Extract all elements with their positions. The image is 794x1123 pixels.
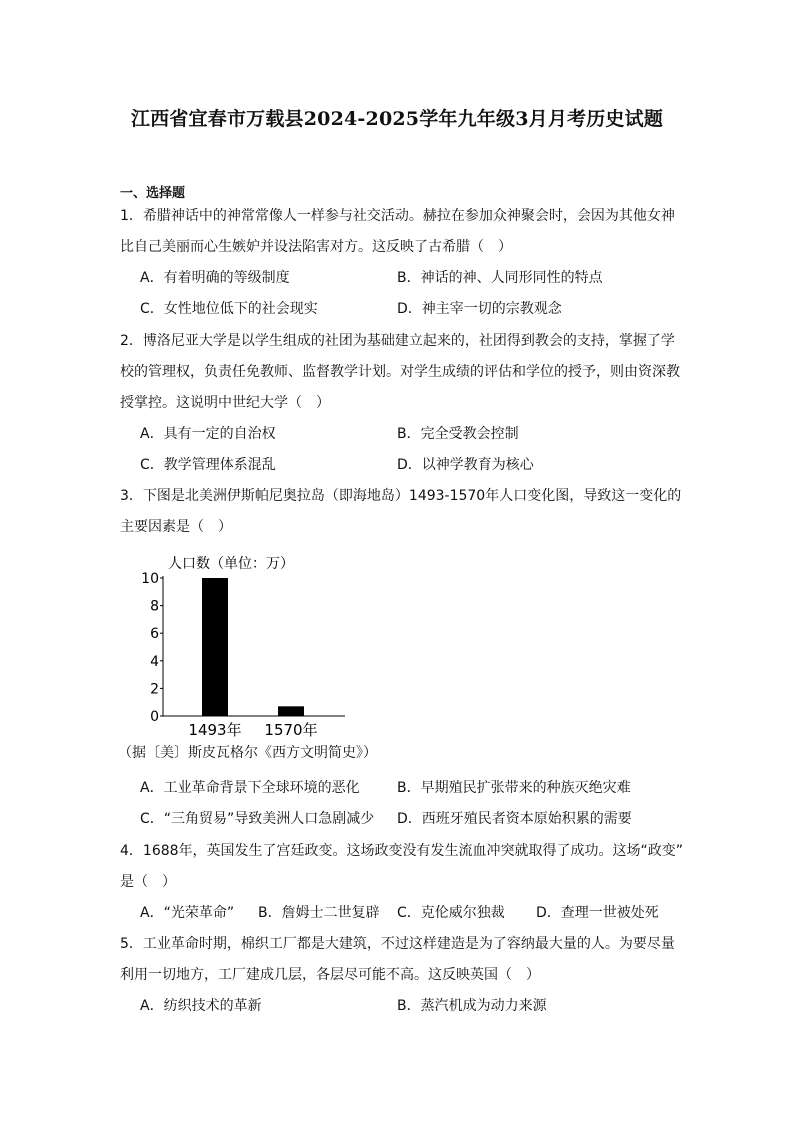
q2-line-1: 2．博洛尼亚大学是以学生组成的社团为基础建立起来的，社团得到教会的支持，掌握了学 (120, 333, 675, 349)
population-bar-chart (140, 548, 370, 740)
y-tick-label: 8 (150, 598, 159, 615)
q2-option-d: D．以神学教育为核心 (397, 457, 534, 473)
q4-line-1: 4．1688年，英国发生了宫廷政变。这场政变没有发生流血冲突就取得了成功。这场“政变” (120, 843, 684, 859)
page-title: 江西省宜春市万载县2024-2025学年九年级3月月考历史试题 (130, 108, 664, 130)
q1-option-a: A．有着明确的等级制度 (140, 270, 290, 286)
y-tick-label: 2 (150, 681, 159, 698)
section-heading: 一、选择题 (120, 186, 186, 201)
x-tick-label: 1493年 (188, 721, 242, 739)
q2-line-2: 校的管理权，负责任免教师、监督教学计划。对学生成绩的评估和学位的授予，则由资深教 (120, 364, 680, 380)
q4-option-d: D．查理一世被处死 (536, 905, 659, 921)
q2-option-a: A．具有一定的自治权 (140, 426, 276, 442)
q1-option-b: B．神话的神、人同形同性的特点 (397, 270, 603, 286)
q5-option-a: A．纺织技术的革新 (140, 998, 262, 1014)
q1-option-c: C．女性地位低下的社会现实 (140, 301, 318, 317)
q4-option-a: A．“光荣革命” (140, 905, 235, 921)
bar-2 (278, 706, 304, 716)
q4-option-c: C．克伦威尔独裁 (397, 905, 505, 921)
q1-option-d: D．神主宰一切的宗教观念 (397, 301, 562, 317)
q2-option-c: C．教学管理体系混乱 (140, 457, 276, 473)
q3-option-a: A．工业革命背景下全球环境的恶化 (140, 780, 360, 796)
q2-line-3: 授掌控。这说明中世纪大学（ ） (120, 395, 330, 411)
q1-line-2: 比自己美丽而心生嫉妒并设法陷害对方。这反映了古希腊（ ） (120, 239, 512, 255)
x-tick-label: 1570年 (264, 721, 318, 739)
q3-option-d: D．西班牙殖民者资本原始积累的需要 (397, 811, 632, 827)
q5-line-2: 利用一切地方，工厂建成几层，各层尽可能不高。这反映英国（ ） (120, 967, 540, 983)
y-axis-label: 人口数（单位：万） (168, 556, 294, 572)
q5-option-b: B．蒸汽机成为动力来源 (397, 998, 547, 1014)
q3-option-c: C．“三角贸易”导致美洲人口急剧减少 (140, 811, 375, 827)
y-tick-label: 6 (150, 626, 159, 643)
q5-line-1: 5．工业革命时期，棉织工厂都是大建筑，不过这样建造是为了容纳最大量的人。为要尽量 (120, 936, 675, 952)
y-tick-label: 10 (141, 571, 159, 587)
y-tick-label: 0 (150, 709, 159, 725)
chart-source-caption: （据〔美〕斯皮瓦格尔《西方文明简史》） (118, 745, 377, 761)
bar-1 (202, 578, 228, 716)
y-tick-label: 4 (150, 653, 159, 670)
q2-option-b: B．完全受教会控制 (397, 426, 519, 442)
q3-option-b: B．早期殖民扩张带来的种族灭绝灾难 (397, 780, 631, 796)
q1-line-1: 1．希腊神话中的神常常像人一样参与社交活动。赫拉在参加众神聚会时，会因为其他女神 (120, 208, 675, 224)
q4-line-2: 是（ ） (120, 874, 176, 890)
q3-line-1: 3．下图是北美洲伊斯帕尼奥拉岛（即海地岛）1493-1570年人口变化图，导致这一变化的 (120, 488, 682, 504)
q3-line-2: 主要因素是（ ） (120, 519, 232, 535)
q4-option-b: B．詹姆士二世复辟 (258, 905, 380, 921)
